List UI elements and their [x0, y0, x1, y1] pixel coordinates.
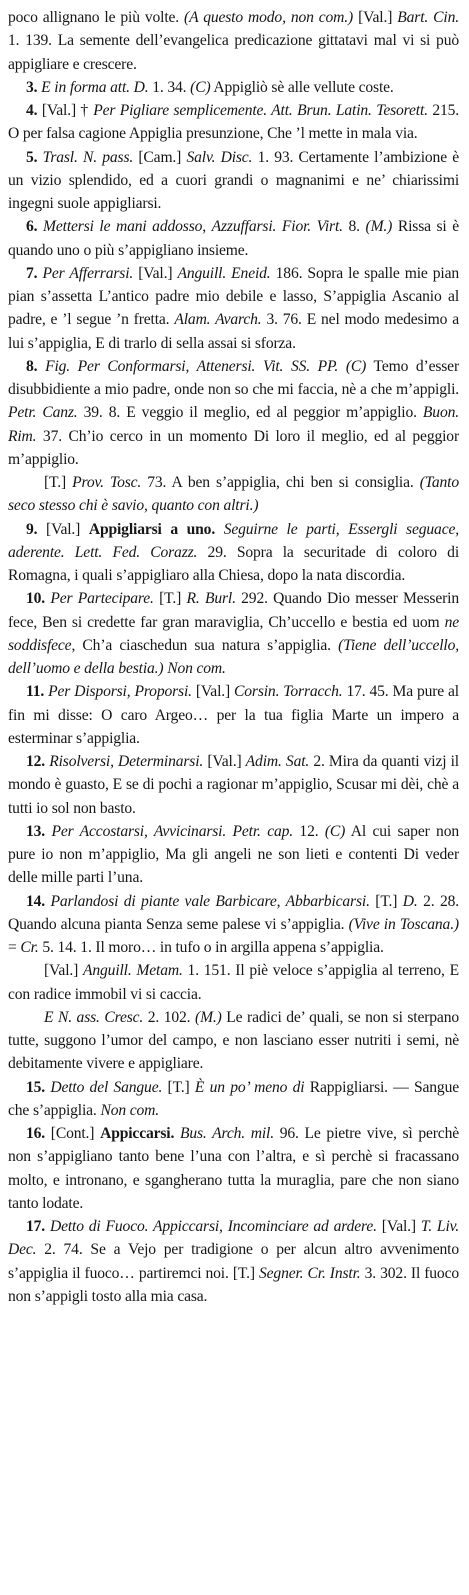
text-run: 1. 139. La semente dell’evangelica predicazione gittatavi mal vi si può appigliare e crescere.	[8, 32, 459, 73]
definition-paragraph	[8, 959, 459, 1006]
definition-paragraph	[8, 1215, 459, 1308]
text-run: 2. 74. Se a Vejo per tradigione o per alcun altro avvenimento s’appiglia il fuoco… partiremci noi. [T.]	[8, 1241, 459, 1282]
text-run: 3. 302. Il fuoco non s’appigli tosto alla mia casa.	[8, 1264, 460, 1305]
italic-text: Fig. Per Conformarsi, Attenersi. Vit. SS. PP. (C)	[37, 357, 367, 375]
italic-text: Petr. Canz.	[8, 404, 78, 422]
italic-text: Per Pigliare semplicemente. Att. Brun. Latin. Tesorett.	[93, 102, 428, 119]
text-run: [Val.]	[203, 753, 246, 770]
text-run: 37. Ch’io cerco in un momento Di loro il meglio, ed al peggior m’appiglio.	[8, 427, 459, 468]
italic-text: Trasl. N. pass.	[37, 148, 134, 166]
text-run: 1. 151. Il piè veloce s’appiglia al terreno, E con radice immobil vi si caccia.	[8, 962, 459, 1003]
italic-text: Salv. Disc.	[186, 148, 253, 166]
definition-paragraph	[8, 6, 459, 76]
italic-text: E N. ass. Cresc.	[44, 1008, 144, 1026]
sense-number: 7.	[26, 264, 38, 282]
sense-number: 16.	[26, 1125, 46, 1142]
text-run: 3. 76. E nel modo medesimo a lui s’appiglia, E di trarlo di sella assai si sforza.	[8, 311, 459, 352]
definition-paragraph	[8, 471, 459, 518]
sense-number: 9.	[26, 520, 38, 538]
italic-text: Detto di Fuoco. Appiccarsi, Incominciare ad ardere.	[45, 1218, 377, 1235]
definition-paragraph	[8, 215, 459, 262]
italic-text: Mettersi le mani addosso	[37, 218, 203, 236]
italic-text: Azzuffarsi. Fior. Virt.	[211, 218, 343, 236]
text-run: 17. 45. Ma pure al fin mi disse: O caro Argeo… per la tua figlia Marte un impero a esterminar s’appiglia.	[8, 683, 459, 747]
text-run: 5. 14. 1. Il moro… in tufo o in argilla appena s’appiglia.	[38, 939, 384, 956]
italic-text: (M.)	[365, 218, 393, 236]
definition-paragraph	[8, 1006, 459, 1076]
text-run: 29. Sopra la securitade di coloro di Romagna, i quali s’appigliaro alla Chiesa, dopo la nata discordia.	[8, 543, 459, 584]
italic-text: R. Burl.	[186, 590, 236, 608]
text-run: [T.]	[44, 474, 73, 491]
italic-text: Bus. Arch. mil.	[174, 1125, 274, 1142]
text-run: [T.]	[153, 590, 187, 608]
sense-number: 11.	[26, 683, 45, 701]
italic-text: Segner. Cr. Instr.	[259, 1264, 361, 1282]
definition-paragraph	[8, 262, 459, 355]
text-run: 1. 93. Certamente l’ambizione è un vizio splendido, ed a cuori grandi o magnanimi e ne’ chiarissimi ingegni suole appigliarsi.	[8, 148, 459, 212]
definition-paragraph	[8, 680, 459, 750]
text-run: Le radici de’ quali, se non si sterpano tutte, suggono l’umor del campo, e non lasciano esser nutriti i semi, nè debitamente vivere e appigliare.	[8, 1008, 459, 1073]
text-run: Al cui saper non pure io non m’appiglio, Ma gli angeli ne son lieti e contenti Di veder delle mille parti l’una.	[8, 822, 459, 887]
text-run: [Val.]	[37, 520, 89, 538]
text-run: Rissa si è quando uno o più s’appigliano insieme.	[8, 218, 459, 259]
definition-paragraph	[8, 1076, 459, 1123]
text-run: 39. 8. E veggio il meglio, ed al peggior m’appiglio.	[77, 404, 423, 422]
definition-paragraph	[8, 518, 459, 588]
text-run: , Ch’a ciaschedun sua natura s’appiglia.	[71, 636, 339, 654]
bold-term: Appigliarsi a uno.	[88, 520, 216, 538]
text-run: 8.	[342, 218, 366, 236]
italic-text: Per Disporsi, Proporsi.	[44, 683, 192, 701]
italic-text: (C)	[190, 78, 211, 96]
text-run: 292. Quando Dio messer Messerin fece, Ben si credette far gran maraviglia, Ch’uccello e bestia ed uom	[8, 590, 459, 631]
italic-text: Prov. Tosc.	[72, 474, 142, 491]
italic-text: Alam. Avarch.	[174, 311, 262, 329]
italic-text: Non com.	[100, 1101, 160, 1119]
text-run: Rappigliarsi. — Sangue che s’appiglia.	[8, 1078, 459, 1119]
definition-paragraph	[8, 890, 459, 960]
italic-text: Cr.	[20, 939, 39, 956]
text-run: [Cam.]	[133, 148, 187, 166]
text-run: [Val.]	[44, 962, 83, 980]
text-run: [T.]	[162, 1078, 195, 1096]
italic-text: (Tanto seco stesso chi è savio, quanto con altri.)	[8, 474, 459, 515]
text-run: [Val.]	[191, 683, 235, 701]
italic-text: (A questo modo, non com.)	[184, 9, 354, 26]
text-run: 2. Mira da quanti vizj il mondo è guasto, E se di pochi a ragionar m’appiglio, Scusar mi dèi, chè a tutti io sol non basto.	[8, 753, 459, 817]
text-run: 12.	[293, 822, 325, 840]
text-run: [Val.] †	[37, 102, 94, 119]
text-run: [Cont.]	[45, 1125, 101, 1142]
definition-paragraph	[8, 355, 459, 471]
definition-paragraph	[8, 99, 459, 146]
italic-text: Per Accostarsi, Avvicinarsi. Petr. cap.	[45, 822, 294, 840]
italic-text: Anguill. Metam.	[83, 962, 183, 980]
italic-text: Per Partecipare.	[45, 590, 154, 608]
definition-paragraph	[8, 1122, 459, 1215]
text-run: [T.]	[369, 892, 403, 910]
italic-text: (Tiene dell’uccello, dell’uomo e della bestia.) Non com.	[8, 636, 459, 677]
sense-number: 15.	[26, 1078, 46, 1096]
text-run: [Val.]	[353, 9, 398, 26]
text-run: 1. 34.	[148, 78, 191, 96]
text-run: 215. O per falsa cagione Appiglia presunzione, Che ’l mette in mala via.	[8, 102, 460, 143]
sense-number: 5.	[26, 148, 38, 166]
italic-text: Risolversi, Determinarsi.	[45, 753, 204, 770]
italic-text: Per Afferrarsi.	[37, 264, 134, 282]
italic-text: Anguill. Eneid.	[177, 264, 271, 282]
sense-number: 3.	[26, 78, 38, 96]
definition-paragraph	[8, 750, 459, 820]
italic-text: T. Liv. Dec.	[8, 1218, 459, 1259]
italic-text: Buon. Rim.	[8, 404, 459, 445]
sense-number: 10.	[26, 590, 46, 608]
italic-text: (C)	[324, 822, 346, 840]
sense-number: 4.	[26, 102, 38, 119]
sense-number: 12.	[26, 753, 46, 770]
text-run: =	[8, 939, 21, 956]
definition-paragraph	[8, 76, 459, 99]
sense-number: 13.	[26, 822, 46, 840]
italic-text: Parlandosi di piante vale Barbicare, Abbarbicarsi.	[45, 892, 370, 910]
italic-text: Corsin. Torracch.	[234, 683, 343, 701]
italic-text: Bart. Cin.	[397, 9, 459, 26]
text-run: Temo d’esser disubbidiente a mio padre, onde non so che mi faccia, nè a che m’appigli.	[8, 357, 459, 398]
bold-term: Appiccarsi.	[100, 1125, 175, 1142]
text-run: [Val.]	[133, 264, 178, 282]
text-run: [Val.]	[376, 1218, 421, 1235]
italic-text: (M.)	[195, 1008, 222, 1026]
italic-text: (Vive in Toscana.)	[348, 915, 459, 933]
text-run: 96. Le pietre vive, sì perchè non s’appigliano tanto bene l’una con l’altra, e sì perchè si fracassano molto, e intronano, e sgangherano tutta la muraglia, pare che non siano tanto lodate.	[8, 1125, 459, 1212]
text-run: ,	[202, 218, 212, 236]
italic-text: D.	[402, 892, 418, 910]
text-run: 186. Sopra le spalle mie pian pian s’assetta L’antico padre mio debile e lasso, S’appiglia Ascanio al padre, e ’l segue ’n fretta.	[8, 264, 460, 329]
sense-number: 8.	[26, 357, 38, 375]
text-run: Appigliò sè alle vellute coste.	[210, 78, 394, 96]
sense-number: 14.	[26, 892, 46, 910]
sense-number: 6.	[26, 218, 38, 236]
text-run: 2. 28. Quando alcuna pianta Senza seme palese vi s’appiglia.	[8, 892, 459, 933]
italic-text: ne soddisfece	[8, 613, 459, 654]
sense-number: 17.	[26, 1218, 46, 1235]
italic-text: E in forma att. D.	[37, 78, 149, 96]
definition-paragraph	[8, 820, 459, 890]
text-run: 73. A ben s’appiglia, chi ben si consiglia.	[141, 474, 420, 491]
italic-text: Adim. Sat.	[245, 753, 310, 770]
italic-text: Detto del Sangue.	[45, 1078, 163, 1096]
definition-paragraph	[8, 146, 459, 216]
italic-text: Seguirne le parti, Essergli seguace, aderente. Lett. Fed. Corazz.	[8, 520, 459, 561]
italic-text: È un po’ meno di	[194, 1078, 305, 1096]
text-run: poco allignano le più volte.	[8, 9, 185, 26]
text-run: 2. 102.	[143, 1008, 196, 1026]
definition-paragraph	[8, 587, 459, 680]
